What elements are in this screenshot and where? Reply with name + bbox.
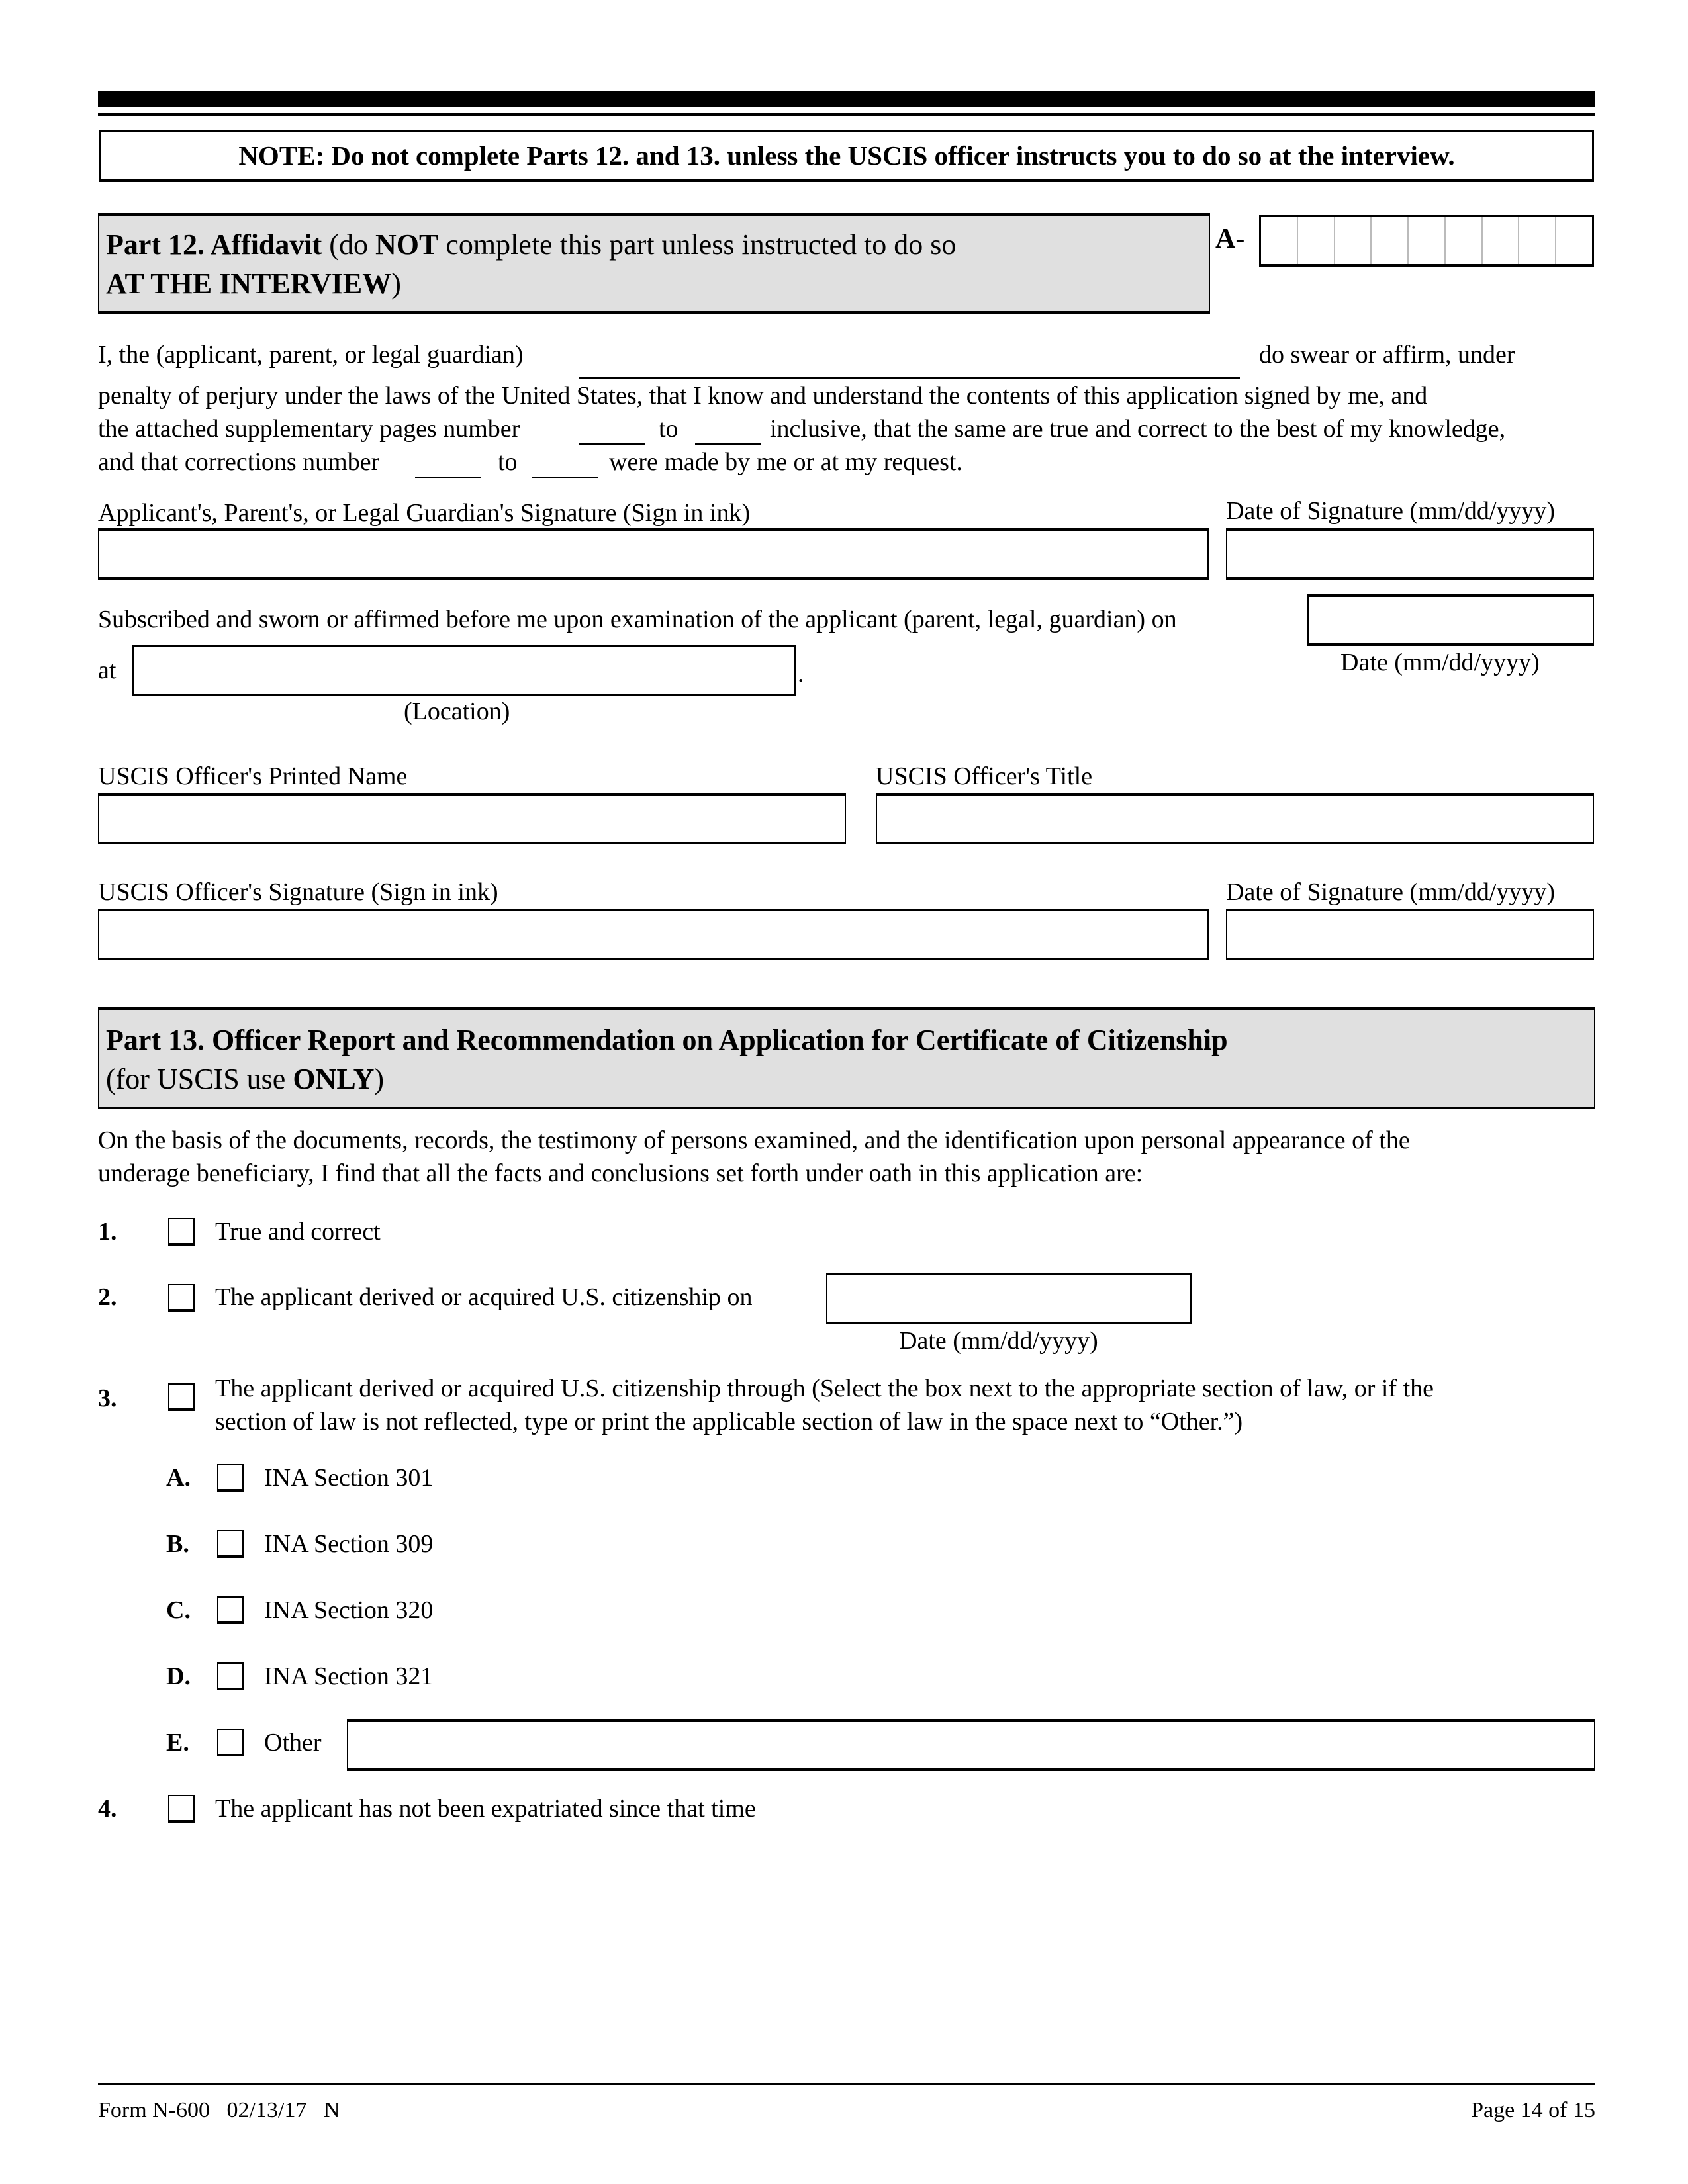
ina-301-checkbox[interactable] bbox=[217, 1464, 244, 1492]
item-3-number: 3. bbox=[98, 1385, 117, 1412]
part-13-subtitle bbox=[106, 1060, 1587, 1099]
a-number-label: A- bbox=[1215, 224, 1245, 254]
ina-321-checkbox[interactable] bbox=[217, 1662, 244, 1690]
ina-301-label: INA Section 301 bbox=[264, 1464, 434, 1492]
part-13-title: Part 13. Officer Report and Recommendation on Application for Certificate of Citizenship bbox=[106, 1024, 1228, 1056]
part-13-intro-line-1: On the basis of the documents, records, the testimony of persons examined, and the identification upon personal appearance of the bbox=[98, 1126, 1410, 1154]
ina-309-checkbox[interactable] bbox=[217, 1530, 244, 1558]
a-number-digit[interactable] bbox=[1372, 217, 1409, 264]
part-13-subtitle-paren: ) bbox=[374, 1063, 385, 1096]
note-banner bbox=[99, 130, 1594, 182]
part-13-subtitle-only: ONLY bbox=[293, 1063, 375, 1096]
part-13-intro-line-2: underage beneficiary, I find that all the facts and conclusions set forth under oath in this application are: bbox=[98, 1160, 1143, 1187]
other-section-field[interactable] bbox=[347, 1719, 1595, 1771]
supplementary-pages-to-field[interactable] bbox=[695, 420, 761, 445]
item-2-label: The applicant derived or acquired U.S. citizenship on bbox=[215, 1283, 753, 1311]
location-label: (Location) bbox=[404, 698, 510, 725]
oath-line-1-right: do swear or affirm, under bbox=[1259, 341, 1515, 369]
a-number-digit[interactable] bbox=[1261, 217, 1298, 264]
item-1-label: True and correct bbox=[215, 1218, 381, 1246]
oath-line-4-to: to bbox=[498, 448, 518, 476]
supplementary-pages-from-field[interactable] bbox=[579, 420, 645, 445]
a-number-field[interactable] bbox=[1259, 215, 1594, 267]
officer-title-field[interactable] bbox=[876, 793, 1594, 844]
oath-line-2: penalty of perjury under the laws of the United States, that I know and understand the contents of this application signed by me, and bbox=[98, 382, 1428, 410]
location-field[interactable] bbox=[132, 645, 796, 696]
part-12-title-text-2: complete this part unless instructed to do so bbox=[438, 228, 957, 261]
officer-name-label: USCIS Officer's Printed Name bbox=[98, 762, 408, 790]
corrections-from-field[interactable] bbox=[415, 453, 481, 478]
part-12-paren: ) bbox=[391, 267, 401, 300]
item-1-number: 1. bbox=[98, 1218, 117, 1246]
a-number-digit[interactable] bbox=[1519, 217, 1556, 264]
header-thin-rule bbox=[98, 113, 1595, 116]
footer-page-number: Page 14 of 15 bbox=[1471, 2098, 1595, 2122]
applicant-signature-date-field[interactable] bbox=[1226, 528, 1594, 580]
other-label: Other bbox=[264, 1729, 322, 1756]
a-number-digit[interactable] bbox=[1556, 217, 1592, 264]
item-1-checkbox[interactable] bbox=[168, 1218, 195, 1246]
applicant-signature-field[interactable] bbox=[98, 528, 1209, 580]
item-4-number: 4. bbox=[98, 1795, 117, 1823]
a-number-digit[interactable] bbox=[1483, 217, 1520, 264]
at-label: at bbox=[98, 657, 117, 684]
location-period: . bbox=[798, 660, 804, 688]
officer-name-field[interactable] bbox=[98, 793, 846, 844]
part-12-at-the-interview: AT THE INTERVIEW bbox=[106, 267, 392, 300]
ina-321-label: INA Section 321 bbox=[264, 1662, 434, 1690]
sub-item-a-letter: A. bbox=[166, 1464, 191, 1492]
part-12-title-not: NOT bbox=[375, 228, 439, 261]
a-number-digit[interactable] bbox=[1335, 217, 1372, 264]
applicant-signature-label: Applicant's, Parent's, or Legal Guardian's Signature (Sign in ink) bbox=[98, 499, 751, 527]
a-number-digit[interactable] bbox=[1409, 217, 1446, 264]
sub-item-c-letter: C. bbox=[166, 1596, 191, 1624]
sub-item-b-letter: B. bbox=[166, 1530, 189, 1558]
footer-rule bbox=[98, 2083, 1595, 2085]
officer-signature-label: USCIS Officer's Signature (Sign in ink) bbox=[98, 878, 498, 906]
subscribed-text: Subscribed and sworn or affirmed before me upon examination of the applicant (parent, legal, guardian) on bbox=[98, 606, 1177, 633]
item-4-checkbox[interactable] bbox=[168, 1795, 195, 1823]
item-3-label-line-2: section of law is not reflected, type or print the applicable section of law in the space next to “Other.”) bbox=[215, 1408, 1243, 1435]
applicant-signature-date-label: Date of Signature (mm/dd/yyyy) bbox=[1226, 497, 1556, 525]
subscribed-date-label: Date (mm/dd/yyyy) bbox=[1340, 649, 1540, 676]
oath-line-3-a: the attached supplementary pages number bbox=[98, 415, 520, 443]
item-2-number: 2. bbox=[98, 1283, 117, 1311]
subscribed-date-field[interactable] bbox=[1307, 594, 1594, 646]
officer-signature-date-field[interactable] bbox=[1226, 909, 1594, 960]
a-number-digit[interactable] bbox=[1298, 217, 1335, 264]
other-checkbox[interactable] bbox=[217, 1729, 244, 1756]
oath-line-3-to: to bbox=[659, 415, 679, 443]
ina-320-label: INA Section 320 bbox=[264, 1596, 434, 1624]
part-12-title-line2 bbox=[106, 264, 1202, 303]
part-12-title-bold: Part 12. Affidavit bbox=[106, 228, 322, 261]
oath-line-4-a: and that corrections number bbox=[98, 448, 380, 476]
part-12-title bbox=[106, 225, 1202, 264]
sub-item-d-letter: D. bbox=[166, 1662, 191, 1690]
part-13-subtitle-text: (for USCIS use bbox=[106, 1063, 293, 1096]
a-number-digit[interactable] bbox=[1446, 217, 1483, 264]
oath-line-1-left: I, the (applicant, parent, or legal guardian) bbox=[98, 341, 524, 369]
officer-signature-field[interactable] bbox=[98, 909, 1209, 960]
part-12-title-text: (do bbox=[322, 228, 375, 261]
officer-title-label: USCIS Officer's Title bbox=[876, 762, 1093, 790]
citizenship-date-field[interactable] bbox=[826, 1273, 1192, 1324]
footer-form-id: Form N-600 02/13/17 N bbox=[98, 2098, 340, 2122]
part-12-header bbox=[98, 213, 1210, 314]
oath-line-3-b: inclusive, that the same are true and correct to the best of my knowledge, bbox=[770, 415, 1506, 443]
oath-line-4-b: were made by me or at my request. bbox=[609, 448, 962, 476]
header-thick-rule bbox=[98, 91, 1595, 107]
officer-signature-date-label: Date of Signature (mm/dd/yyyy) bbox=[1226, 878, 1556, 906]
item-2-checkbox[interactable] bbox=[168, 1284, 195, 1312]
part-13-header bbox=[98, 1007, 1595, 1109]
applicant-name-line[interactable] bbox=[579, 357, 1240, 379]
item-3-checkbox[interactable] bbox=[168, 1383, 195, 1411]
item-3-label-line-1: The applicant derived or acquired U.S. citizenship through (Select the box next to the appropriate section of law, or if the bbox=[215, 1375, 1434, 1402]
citizenship-date-label: Date (mm/dd/yyyy) bbox=[899, 1327, 1098, 1355]
sub-item-e-letter: E. bbox=[166, 1729, 189, 1756]
item-4-label: The applicant has not been expatriated since that time bbox=[215, 1795, 756, 1823]
ina-309-label: INA Section 309 bbox=[264, 1530, 434, 1558]
note-text: NOTE: Do not complete Parts 12. and 13. unless the USCIS officer instructs you to do so at the interview. bbox=[238, 140, 1455, 171]
ina-320-checkbox[interactable] bbox=[217, 1596, 244, 1624]
corrections-to-field[interactable] bbox=[532, 453, 598, 478]
